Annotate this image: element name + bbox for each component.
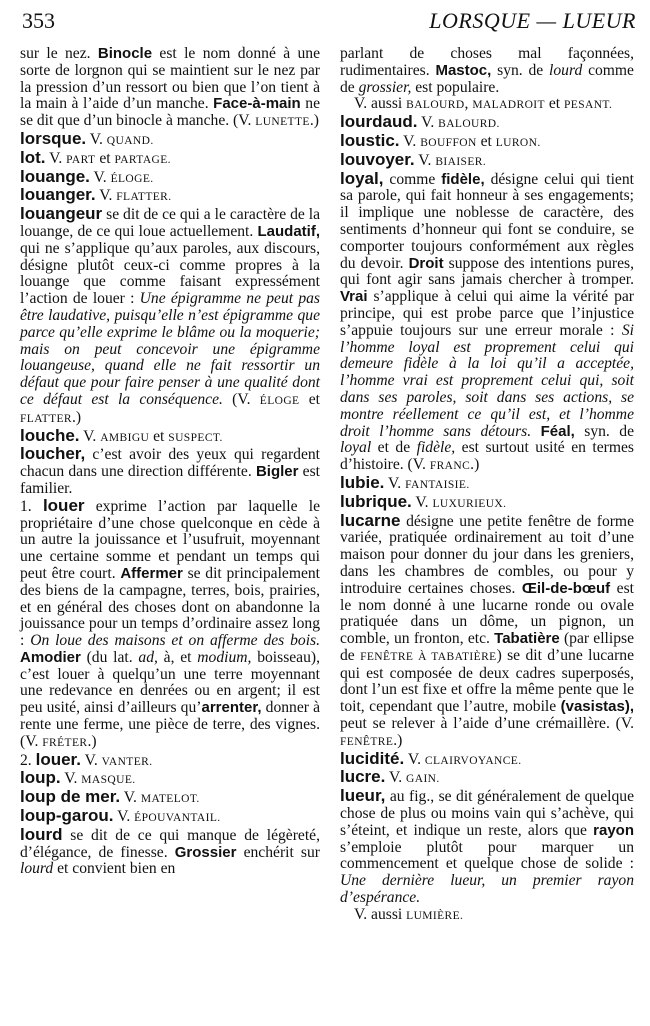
entry-loup-garou: loup-garou. V. ÉPOUVANTAIL. [20,806,221,826]
entry-loup: loup. V. MASQUE. [20,768,136,788]
entry-loup-de-mer: loup de mer. V. MATELOT. [20,787,200,807]
entry-louvoyer: louvoyer. V. BIAISER. [340,149,487,169]
page-number: 353 [22,8,55,33]
running-head: LORSQUE — LUEUR [429,8,636,33]
entry-lucre: lucre. V. GAIN. [340,767,440,787]
entry-loyal: loyal, comme fidèle, désigne celui qui tient sa parole, qui fait honneur à ses engagements; il implique une noblesse de caractère, des sentiments d’honneur qui font se conduire, se comporter toujours conformément aux règles du devoir. Droit suppose des intentions pures, qui font agir sans jamais chercher à tromper. Vrai s’applique à celui qui aime la vérité par principe, qui est probe parce que l’injustice s’appuie toujours sur une erreur morale : Si l’homme loyal est proprement celui qui demeure fidèle à la loi qu’il a acceptée, l’homme vrai est proprement celui qui, soit dans ses paroles, soit dans ses actions, se montre réellement ce qu’il est, et l’homme droit l’homme sans détours. Féal, syn. de loyal et de fidèle, est surtout usité en termes d’histoire. (V. FRANC.) [340,168,635,474]
entry-louangeur: louangeur se dit de ce qui a le caractère de la louange, de ce qui loue actuellement. Laudatif, qui ne s’applique qu’aux paroles, aux discours, désigne plutôt ceux-ci comme propres à la louange que comme faisant expressément l’action de louer : Une épigramme ne peut pas être laudative, puisqu’elle n’est épigramme que parce qu’elle exprime le blâme ou la moquerie; mais on peut concevoir une épigramme louangeuse, quand elle ne fait ressortir un défaut que pour faire penser à une qualité dont ce défaut est la conséquence. (V. ÉLOGE et FLATTER.) [20,204,321,426]
entry-lueur: lueur, au fig., se dit généralement de quelque chose de plus ou moins vain qui s’achève, qui s’éteint, et indique un reste, alors que rayon s’emploie plutôt pour marquer un commencement et quelque chose de solide : Une dernière lueur, un premier rayon d’espérance. [340,786,634,907]
entry-lot: lot. V. PART et PARTAGE. [20,147,171,167]
entry-louanger: louanger. V. FLATTER. [20,185,172,205]
entry-lourdaud: lourdaud. V. BALOURD. [340,112,500,132]
entry-lourd-see-also: V. aussi BALOURD, MALADROIT et PESANT. [354,95,613,113]
entry-lourd-continuation: parlant de choses mal façonnées, rudimentaires. Mastoc, syn. de lourd comme de grossier, est populaire. [340,45,634,96]
entry-lucarne: lucarne désigne une petite fenêtre de forme variée, pratiquée ordinairement au toit d’une maison pour donner du jour dans les greniers, dans les chambres de combles, ou pour y introduire certaines choses. Œil-de-bœuf est le nom donné à une lucarne ronde ou ovale pratiquée dans un dôme, un pignon, un comble, un fronton, etc. Tabatière (par ellipse de FENÊTRE À TABATIÈRE) se dit d’une lucarne qui est composée de deux cadres superposés, dont l’un est fixe et offre la même pente que le toit, cependant que l’autre, mobile (vasistas), peut se relever à l’aide d’une crémaillère. (V. FENÊTRE.) [340,510,634,749]
entry-louange: louange. V. ÉLOGE. [20,166,154,186]
page-header [0,0,650,40]
entry-lubrique: lubrique. V. LUXURIEUX. [340,491,507,511]
entry-lueur-see-also: V. aussi LUMIÈRE. [354,905,464,923]
entry-louer-1: 1. louer exprime l’action par laquelle le propriétaire d’une chose quelconque en cède à un autre la jouissance et l’usufruit, moyennant une certaine somme et pendant un temps qui peut être court. Affermer se dit principalement des biens de la campagne, terres, bois, prairies, et en général des choses dont on abandonne la jouissance pour un temps d’ordinaire assez long : On loue des maisons et on afferme des bois. Amodier (du lat. ad, à, et modium, boisseau), c’est louer à quelqu’un une terre moyennant une redevance en denrées ou en argent; il est peu usité, ainsi d’ailleurs qu’arrenter, donner à rente une ferme, une pièce de terre, des vignes. (V. FRÉTER.) [20,495,320,750]
entry-lorsque: lorsque. V. QUAND. [20,128,154,148]
entry-louer-2: 2. louer. V. VANTER. [20,749,153,769]
entry-lubie: lubie. V. FANTAISIE. [340,472,470,492]
entry-lucidite: lucidité. V. CLAIRVOYANCE. [340,748,522,768]
entry-lourd: lourd se dit de ce qui manque de légèreté, d’élégance, de finesse. Grossier enchérit sur lourd et convient bien en [20,824,320,878]
entry-loucher: loucher, c’est avoir des yeux qui regardent chacun dans une direction différente. Bigler est familier. [20,444,320,497]
entry-loustic: loustic. V. BOUFFON et LURON. [340,130,541,150]
right-column [340,46,634,925]
entry-louche: louche. V. AMBIGU et SUSPECT. [20,425,223,445]
entry-continuation: sur le nez. Binocle est le nom donné à une sorte de lorgnon qui se maintient sur le nez par la pression d’un ressort ou bien que l’on tient à la main à l’aide d’un manche. Face-à-main ne se dit que d’un binocle à manche. (V. LUNETTE.) [20,45,320,130]
left-column [20,46,320,878]
